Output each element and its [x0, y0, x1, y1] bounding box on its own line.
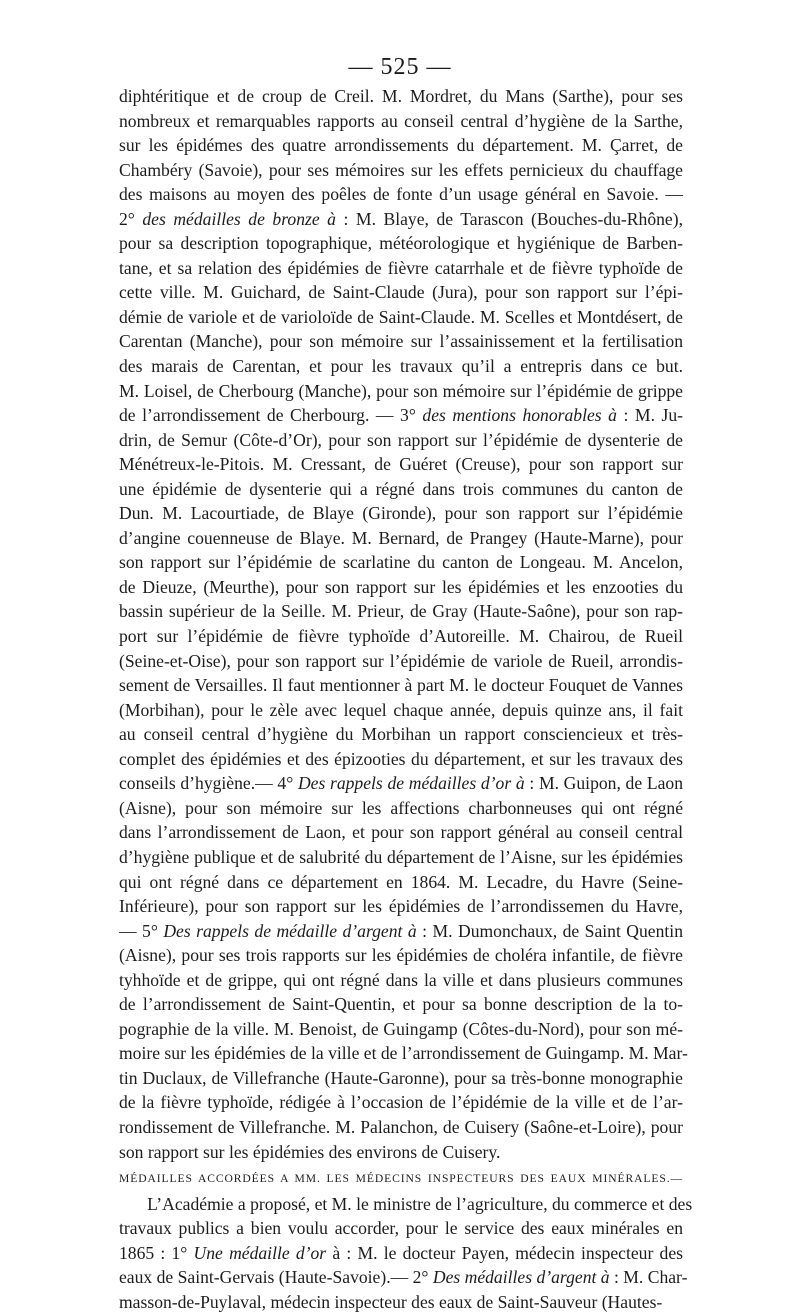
text-line	[119, 1164, 683, 1192]
text-line	[119, 722, 683, 747]
text-run: 2°	[119, 208, 143, 229]
text-line	[119, 428, 683, 453]
text-line	[119, 771, 683, 796]
text-run: Chambéry (Savoie), pour ses mémoires sur les effets pernicieux du chauffage	[119, 159, 683, 180]
text-line	[119, 943, 683, 968]
text-line	[119, 109, 683, 134]
text-run: des maisons au moyen des poêles de fonte d’un usage général en Savoie. —	[119, 184, 683, 205]
text-line	[119, 280, 683, 305]
text-run: 1865 : 1°	[119, 1242, 194, 1263]
text-line	[119, 1265, 688, 1290]
text-line	[119, 820, 683, 845]
italic-phrase: des mentions honorables à	[422, 405, 617, 426]
text-line	[119, 845, 683, 870]
text-run: : M. Guipon, de Laon	[524, 773, 683, 794]
text-run: — 5°	[119, 920, 164, 941]
text-line	[119, 673, 683, 698]
text-line	[119, 305, 683, 330]
text-run: port sur l’épidémie de fièvre typhoïde d’Autoreille. M. Chairou, de Rueil	[119, 626, 683, 647]
italic-phrase: Une médaille d’or	[193, 1242, 327, 1263]
text-line	[119, 1140, 683, 1165]
text-run: : M. Char-	[609, 1267, 688, 1288]
text-run: son rapport sur les épidémies des environs de Cuisery.	[119, 1141, 501, 1162]
text-line	[119, 133, 683, 158]
text-run: masson-de-Puylaval, médecin inspecteur des eaux de Saint-Sauveur (Hautes-	[119, 1291, 663, 1312]
page-number: — 525 —	[348, 54, 452, 80]
text-run: L’Académie a proposé, et M. le ministre de l’agriculture, du commerce et des	[147, 1193, 693, 1214]
text-line	[119, 649, 683, 674]
text-run: de l’arrondissement de Saint-Quentin, et pour sa bonne description de la to-	[119, 994, 683, 1015]
text-line	[119, 158, 683, 183]
text-run: pour sa description topographique, météorologique et hygiénique de Barben-	[119, 233, 683, 254]
text-run: complet des épidémies et des épizooties du département, et sur les travaux des	[119, 748, 683, 769]
text-line	[119, 477, 683, 502]
text-run: cette ville. M. Guichard, de Saint-Claude (Jura), pour son rapport sur l’épi-	[119, 282, 683, 303]
text-line	[119, 207, 683, 232]
italic-phrase: Des rappels de médaille d’argent à	[163, 920, 417, 941]
text-run: eaux de Saint-Gervais (Haute-Savoie).— 2°	[119, 1267, 433, 1288]
text-line	[119, 501, 683, 526]
italic-phrase: Des médailles d’argent à	[432, 1267, 610, 1288]
text-run: Inférieure), pour son rapport sur les épidémies de l’arrondissemen du Havre,	[119, 896, 683, 917]
text-run: tin Duclaux, de Villefranche (Haute-Garonne), pour sa très-bonne monographie	[119, 1067, 683, 1088]
text-line	[119, 575, 683, 600]
text-run: travaux publics a bien voulu accorder, pour le service des eaux minérales en	[119, 1218, 683, 1239]
text-line	[119, 452, 683, 477]
text-run: sur les épidémes des quatre arrondissements du département. M. Çarret, de	[119, 135, 683, 156]
text-run: nombreux et remarquables rapports au conseil central d’hygiène de la Sarthe,	[119, 110, 683, 131]
text-run: (Aisne), pour son mémoire sur les affections charbonneuses qui ont régné	[119, 797, 683, 818]
text-line	[119, 624, 683, 649]
text-run: rondissement de Villefranche. M. Palanchon, de Cuisery (Saône-et-Loire), pour	[119, 1116, 683, 1137]
section-heading: MÉDAILLES ACCORDÉES A MM. LES MÉDECINS INSPECTEURS DES EAUX MINÉRALES.—	[119, 1172, 683, 1186]
text-run: qui ont régné dans ce département en 1864. M. Lecadre, du Havre (Seine-	[119, 871, 683, 892]
text-run: Carentan (Manche), pour son mémoire sur l’assainissement et la fertilisation	[119, 331, 683, 352]
text-run: M. Loisel, de Cherbourg (Manche), pour son mémoire sur l’épidémie de grippe	[119, 380, 683, 401]
text-line	[119, 1115, 683, 1140]
text-line	[119, 919, 683, 944]
text-line	[119, 796, 683, 821]
text-run: de la fièvre typhoïde, rédigée à l’occasion de l’épidémie de la ville et de l’ar-	[119, 1092, 683, 1113]
text-run: (Morbihan), pour le zèle avec lequel chaque année, depuis quinze ans, il fait	[119, 699, 683, 720]
text-run: d’hygiène publique et de salubrité du département de l’Aisne, sur les épidémies	[119, 846, 683, 867]
text-line	[119, 1216, 683, 1241]
text-run: Ménétreux-le-Pitois. M. Cressant, de Guéret (Creuse), pour son rapport sur	[119, 454, 683, 475]
text-line	[119, 1066, 683, 1091]
text-run: moire sur les épidémies de la ville et de l’arrondissement de Guingamp. M. Mar-	[119, 1043, 688, 1064]
text-line	[119, 992, 683, 1017]
text-line	[119, 698, 683, 723]
text-run: une épidémie de dysenterie qui a régné dans trois communes du canton de	[119, 478, 683, 499]
text-run: des marais de Carentan, et pour les travaux qu’il a entrepris dans ce but.	[119, 356, 683, 377]
text-run: de Dieuze, (Meurthe), pour son rapport sur les épidémies et les enzooties du	[119, 576, 683, 597]
text-run: : M. Blaye, de Tarascon (Bouches-du-Rhône),	[335, 208, 683, 229]
text-line	[119, 1290, 683, 1314]
text-line	[119, 968, 683, 993]
text-line	[119, 526, 683, 551]
italic-phrase: Des rappels de médailles d’or à	[297, 773, 525, 794]
text-run: au conseil central d’hygiène du Morbihan un rapport consciencieux et très-	[119, 724, 683, 745]
text-line	[119, 182, 683, 207]
text-line	[119, 894, 683, 919]
text-line	[119, 256, 683, 281]
text-run: : M. Dumonchaux, de Saint Quentin	[416, 920, 683, 941]
text-run: d’angine couenneuse de Blaye. M. Bernard, de Prangey (Haute-Marne), pour	[119, 527, 683, 548]
text-line	[119, 870, 683, 895]
text-run: dans l’arrondissement de Laon, et pour son rapport général au conseil central	[119, 822, 683, 843]
text-run: conseils d’hygiène.— 4°	[119, 773, 298, 794]
text-line	[119, 329, 683, 354]
italic-phrase: des médailles de bronze à	[142, 208, 336, 229]
text-run: drin, de Semur (Côte-d’Or), pour son rapport sur l’épidémie de dysenterie de	[119, 429, 683, 450]
text-line	[119, 550, 683, 575]
text-line	[119, 403, 683, 428]
text-run: (Aisne), pour ses trois rapports sur les épidémies de choléra infantile, de fièvre	[119, 945, 683, 966]
text-run: tane, et sa relation des épidémies de fièvre catarrhale et de fièvre typhoïde de	[119, 257, 683, 278]
text-run: à : M. le docteur Payen, médecin inspecteur des	[326, 1242, 683, 1263]
text-run: bassin supérieur de la Seille. M. Prieur, de Gray (Haute-Saône), pour son rap-	[119, 601, 683, 622]
text-line	[119, 747, 683, 772]
text-run: (Seine-et-Oise), pour son rapport sur l’épidémie de variole de Rueil, arrondis-	[119, 650, 683, 671]
text-run: de l’arrondissement de Cherbourg. — 3°	[119, 405, 423, 426]
text-run: son rapport sur l’épidémie de scarlatine du canton de Longeau. M. Ancelon,	[119, 552, 683, 573]
text-run: Dun. M. Lacourtiade, de Blaye (Gironde), pour son rapport sur l’épidémie	[119, 503, 683, 524]
text-line	[119, 231, 683, 256]
text-line	[119, 1017, 683, 1042]
text-line	[119, 84, 683, 109]
text-run: démie de variole et de varioloïde de Saint-Claude. M. Scelles et Montdésert, de	[119, 306, 683, 327]
text-line	[119, 1192, 693, 1217]
body-text	[119, 84, 693, 1314]
text-line	[119, 1090, 683, 1115]
text-line	[119, 379, 683, 404]
text-line	[119, 354, 683, 379]
text-line	[119, 599, 683, 624]
text-run: sement de Versailles. Il faut mentionner à part M. le docteur Fouquet de Vannes	[119, 675, 683, 696]
text-run: diphtéritique et de croup de Creil. M. Mordret, du Mans (Sarthe), pour ses	[119, 86, 683, 106]
text-run: tyhhoïde et de grippe, qui ont régné dans la ville et dans plusieurs communes	[119, 969, 683, 990]
text-run: pographie de la ville. M. Benoist, de Guingamp (Côtes-du-Nord), pour son mé-	[119, 1018, 683, 1039]
text-run: : M. Ju-	[616, 405, 683, 426]
text-line	[119, 1041, 688, 1066]
